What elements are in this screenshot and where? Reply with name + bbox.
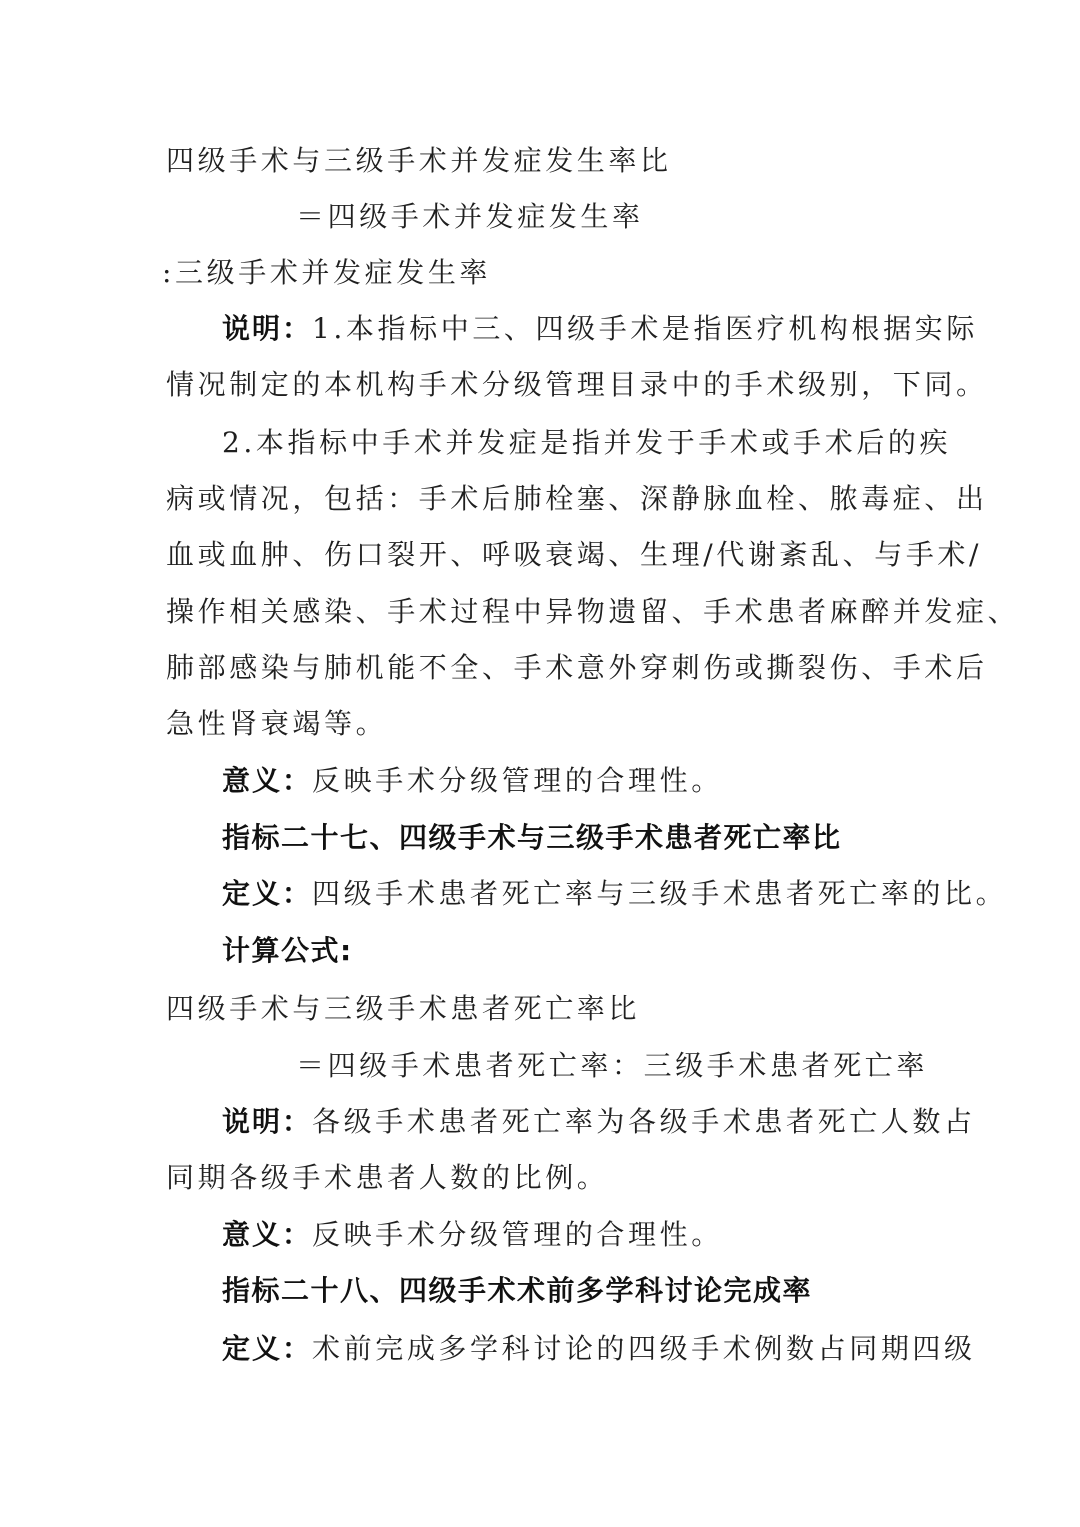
meaning-label: 意义： (222, 1218, 313, 1251)
definition-text: 术前完成多学科讨论的四级手术例数占同期四级 (312, 1332, 976, 1365)
meaning-paragraph-1 (222, 763, 723, 799)
explanation-paragraph-2-line-6: 急性肾衰竭等。 (166, 707, 388, 740)
indicator-27-heading: 指标二十七、四级手术与三级手术患者死亡率比 (222, 821, 842, 854)
definition-paragraph-28 (222, 1331, 976, 1367)
explanation-paragraph-1-line-2: 情况制定的本机构手术分级管理目录中的手术级别，下同。 (166, 368, 988, 401)
formula-mortality-rhs: ＝四级手术患者死亡率：三级手术患者死亡率 (296, 1049, 929, 1082)
formula-title-complication-ratio: 四级手术与三级手术并发症发生率比 (166, 144, 672, 177)
definition-label: 定义： (222, 877, 313, 910)
explanation-paragraph-2-line-3: 血或血肿、伤口裂开、呼吸衰竭、生理/代谢紊乱、与手术/ (166, 538, 983, 571)
indicator-28-heading: 指标二十八、四级手术术前多学科讨论完成率 (222, 1274, 813, 1307)
explain-label: 说明： (222, 312, 313, 345)
explanation-paragraph-3-line-1 (222, 1104, 976, 1140)
definition-label: 定义： (222, 1332, 313, 1365)
explanation-paragraph-2-line-1: 2.本指标中手术并发症是指并发于手术或手术后的疾 (222, 426, 952, 459)
explanation-paragraph-1-line-1 (222, 311, 978, 347)
definition-text: 四级手术患者死亡率与三级手术患者死亡率的比。 (312, 877, 1008, 910)
explanation-paragraph-2-line-4: 操作相关感染、手术过程中异物遗留、手术患者麻醉并发症、 (166, 595, 1020, 628)
calculation-formula-heading: 计算公式: (222, 934, 353, 967)
meaning-text: 反映手术分级管理的合理性。 (312, 1218, 723, 1251)
meaning-text: 反映手术分级管理的合理性。 (312, 764, 723, 797)
explanation-paragraph-3-line-2: 同期各级手术患者人数的比例。 (166, 1161, 609, 1194)
formula-title-mortality-ratio: 四级手术与三级手术患者死亡率比 (166, 992, 641, 1025)
formula-rhs-line-2: :三级手术并发症发生率 (162, 256, 492, 289)
explain-label: 说明： (222, 1105, 313, 1138)
explanation-text: 1.本指标中三、四级手术是指医疗机构根据实际 (312, 312, 978, 345)
explanation-paragraph-2-line-5: 肺部感染与肺机能不全、手术意外穿刺伤或撕裂伤、手术后 (166, 651, 988, 684)
meaning-paragraph-2 (222, 1217, 723, 1253)
definition-paragraph-27 (222, 876, 1007, 912)
explanation-paragraph-2-line-2: 病或情况，包括：手术后肺栓塞、深静脉血栓、脓毒症、出 (166, 482, 988, 515)
explanation-text: 各级手术患者死亡率为各级手术患者死亡人数占 (312, 1105, 976, 1138)
formula-rhs-line-1: ＝四级手术并发症发生率 (296, 200, 644, 233)
meaning-label: 意义： (222, 764, 313, 797)
